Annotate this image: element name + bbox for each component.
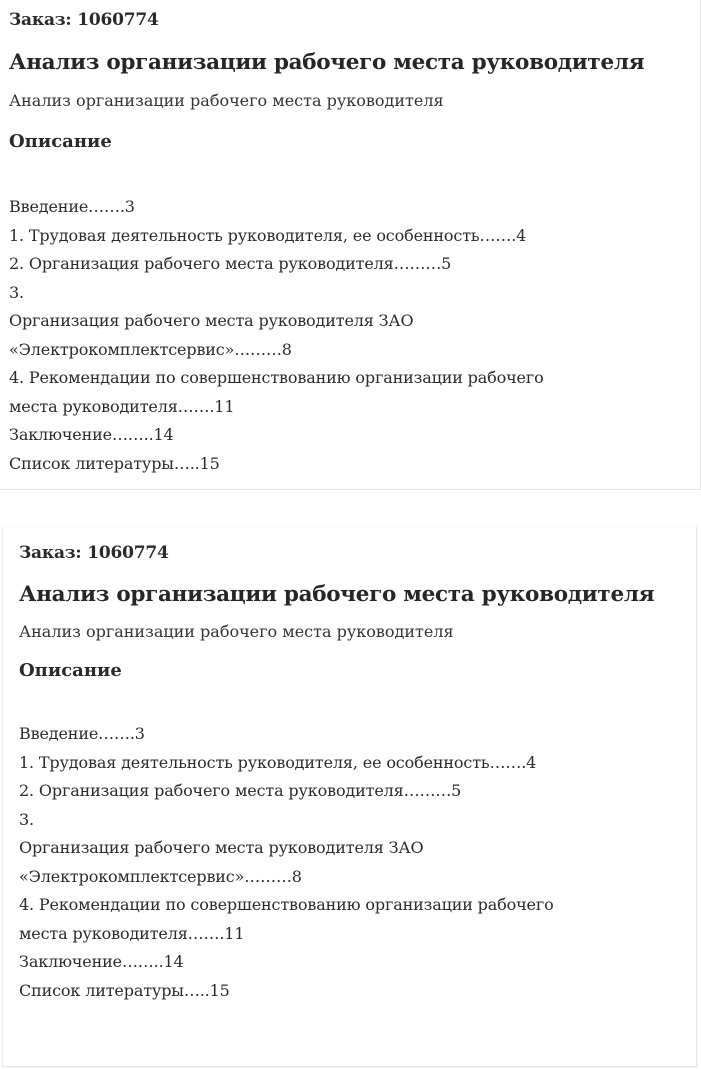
toc-line: 4. Рекомендации по совершенствованию организации рабочего — [19, 895, 554, 914]
toc-line: Организация рабочего места руководителя ЗАО — [19, 838, 424, 857]
toc-line: 1. Трудовая деятельность руководителя, ее особенность…….4 — [19, 752, 537, 772]
toc-line: Организация рабочего места руководителя ЗАО — [9, 311, 414, 330]
toc-line: Введение…….3 — [9, 197, 135, 216]
toc-line: места руководителя…….11 — [9, 396, 235, 416]
toc-line: места руководителя…….11 — [19, 923, 245, 943]
toc-line: 2. Организация рабочего места руководителя………5 — [19, 781, 462, 800]
description-heading: Описание — [19, 660, 122, 681]
order-subtitle: Анализ организации рабочего места руководителя — [19, 622, 454, 641]
order-title[interactable]: Анализ организации рабочего места руководителя — [9, 50, 645, 75]
order-card-1 — [0, 0, 701, 490]
toc-line: «Электрокомплектсервис»………8 — [19, 866, 302, 886]
toc-line: 3. — [9, 282, 24, 302]
table-of-contents — [9, 193, 544, 478]
toc-line: 4. Рекомендации по совершенствованию организации рабочего — [9, 368, 544, 387]
table-of-contents — [19, 720, 554, 1005]
toc-line: 2. Организация рабочего места руководителя………5 — [9, 254, 452, 273]
toc-line: Введение…….3 — [19, 724, 145, 743]
toc-line: 3. — [19, 809, 34, 829]
description-heading: Описание — [9, 131, 112, 152]
toc-line: Список литературы…..15 — [19, 980, 230, 1000]
toc-line: «Электрокомплектсервис»………8 — [9, 339, 292, 359]
toc-line: 1. Трудовая деятельность руководителя, ее особенность…….4 — [9, 225, 527, 245]
toc-line: Список литературы…..15 — [9, 453, 220, 473]
order-card-2 — [2, 527, 697, 1067]
order-subtitle: Анализ организации рабочего места руководителя — [9, 91, 444, 110]
order-number: Заказ: 1060774 — [19, 543, 169, 563]
order-title[interactable]: Анализ организации рабочего места руководителя — [19, 582, 655, 607]
toc-line: Заключение……..14 — [9, 425, 174, 444]
toc-line: Заключение……..14 — [19, 952, 184, 971]
order-number: Заказ: 1060774 — [9, 10, 159, 30]
